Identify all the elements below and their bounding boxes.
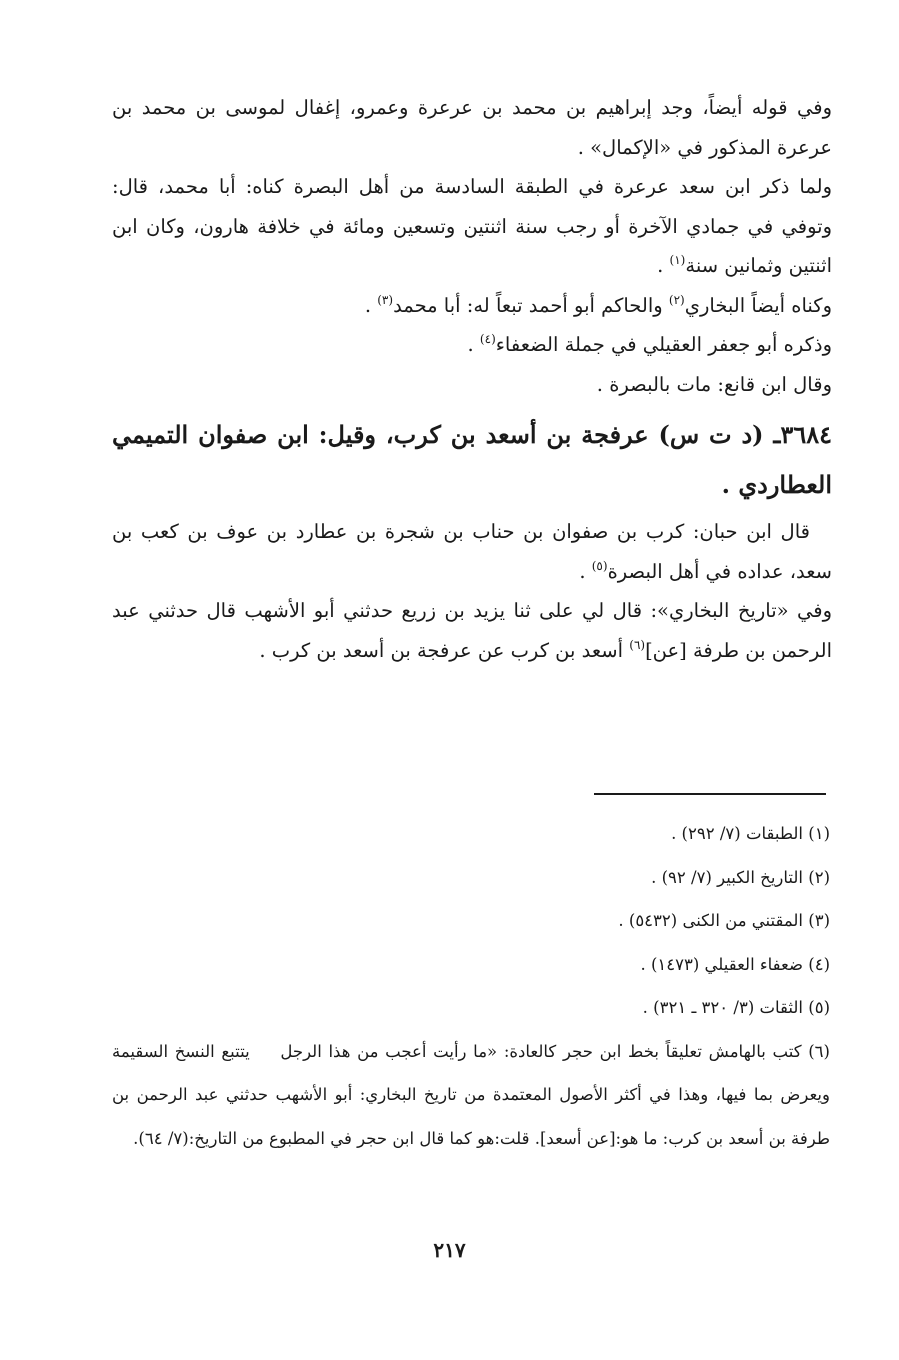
paragraph-5: وقال ابن قانع: مات بالبصرة . [596,372,832,396]
paragraph-7: وفي «تاريخ البخاري»: قال لي على ثنا يزيد بن زريع حدثني أبو الأشهب قال حدثني عبد الرحمن بن طرفة [عن]$^{(٦)}$ أسعد بن كرب عن عرفجة بن أسعد بن كرب . [112,599,832,662]
footnotes [112,812,830,1160]
main-text [112,88,832,670]
page-number: ٢١٧ [433,1238,466,1262]
footnote-ref: (٦) [629,637,646,652]
paragraph-2: ولما ذكر ابن سعد عرعرة في الطبقة السادسة من أهل البصرة كناه: أبا محمد، قال: وتوفي في جمادي الآخرة أو رجب سنة اثنتين وتسعين ومائة في خلافة هارون، وكان ابن اثنتين وثمانين سنة$^{(١)}$ . [112,175,832,277]
paragraph-3: وكناه أيضاً البخاري$^{(٢)}$ والحاكم أبو أحمد تبعاً له: أبا محمد$^{(٣)}$ . [364,292,832,317]
footnote-6-first-line: (٦) كتب بالهامش تعليقاً بخط ابن حجر كالعادة: «ما رأيت أعجب من هذا الرجل [280,1041,830,1061]
footnote-ref: (٤) [479,332,496,346]
footnote-ref: (٢) [668,292,685,307]
footnote-4: (٤) ضعفاء العقيلي (١٤٧٣) . [640,954,830,974]
footnote-ref: (٥) [591,558,608,573]
footnote-6-continuation: يتتبع النسخ السقيمة ويعرض بما فيها، وهذا في أكثر الأصول المعتمدة من تاريخ البخاري: أبو الأشهب حدثني عبد الرحمن بن طرفة بن أسعد بن كرب: ما هو:[عن أسعد]. قلت:هو كما قال ابن حجر في المطبوع من التاريخ:(٧/ ٦٤). [112,1041,830,1148]
paragraph-6: قال ابن حبان: كرب بن صفوان بن حناب بن شجرة بن عطارد بن عوف بن كعب بن سعد، عداده في أهل البصرة$^{(٥)}$ . [112,520,832,583]
footnote-divider [594,793,826,795]
footnote-2: (٢) التاريخ الكبير (٧/ ٩٢) . [651,867,830,887]
paragraph-4: وذكره أبو جعفر العقيلي في جملة الضعفاء$^{(٤)}$ . [467,332,832,356]
footnote-6 [112,1030,830,1161]
paragraph-1: وفي قوله أيضاً، وجد إبراهيم بن محمد بن عرعرة وعمرو، إغفال لموسى بن محمد بن عرعرة المذكور في «الإكمال» . [112,96,832,159]
entry-title: ٣٦٨٤ـ (د ت س) عرفجة بن أسعد بن كرب، وقيل: ابن صفوان التميمي العطاردي . [112,420,832,499]
footnote-5: (٥) الثقات (٣/ ٣٢٠ ـ ٣٢١) . [642,998,830,1017]
footnote-ref: (١) [669,253,686,267]
footnote-1: (١) الطبقات (٧/ ٢٩٢) . [671,824,830,843]
footnote-ref: (٣) [377,292,394,307]
footnote-3: (٣) المقتني من الكنى (٥٤٣٢) . [618,911,830,930]
